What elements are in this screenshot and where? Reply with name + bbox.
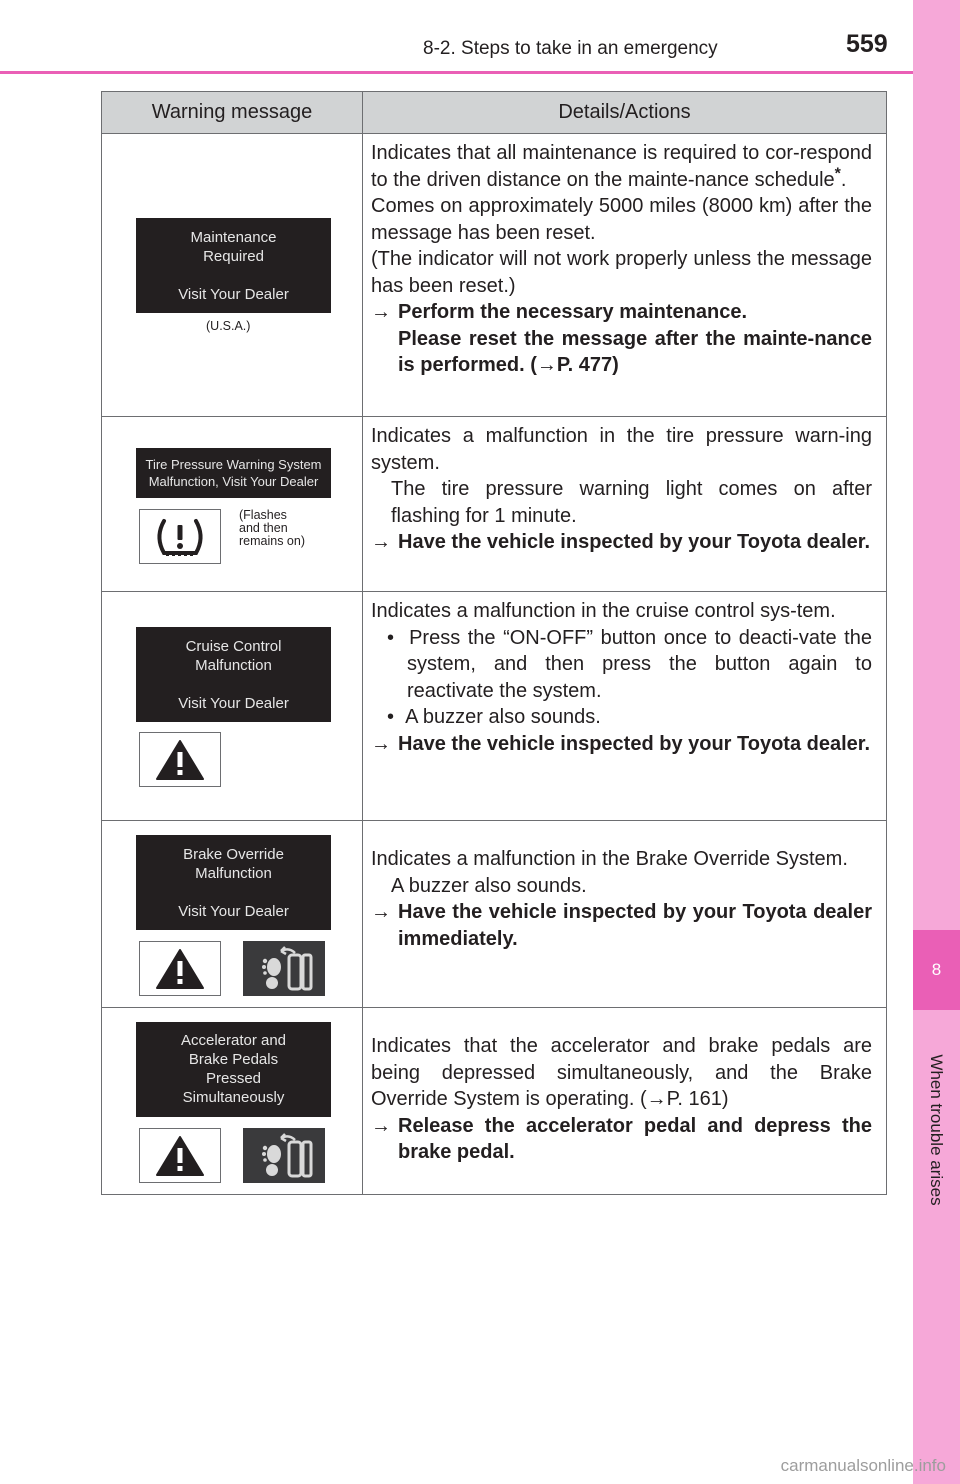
- maintenance-required-display: [136, 218, 331, 313]
- pedals-pressed-display: [136, 1022, 331, 1117]
- warning-message-table: [101, 91, 887, 1195]
- detail-text: Comes on approximately 5000 miles (8000 km) after the message has been reset.: [371, 195, 872, 244]
- master-warning-icon: [155, 947, 205, 991]
- chapter-side-tab: [913, 0, 960, 1484]
- display-line: Malfunction, Visit Your Dealer: [148, 474, 319, 489]
- display-line: Visit Your Dealer: [178, 695, 289, 712]
- brake-override-light: [243, 1128, 325, 1183]
- detail-subtext: A buzzer also sounds.: [391, 874, 587, 897]
- action-text: → Have the vehicle inspected by your Toyota dealer immediately.: [371, 901, 872, 950]
- tire-pressure-display: [136, 448, 331, 498]
- watermark: carmanualsonline.info: [780, 1456, 946, 1475]
- action-text: → Have the vehicle inspected by your Toyota dealer.: [371, 732, 871, 755]
- bullet-item: • A buzzer also sounds.: [387, 706, 601, 728]
- column-header-warning-message: Warning message: [102, 92, 363, 134]
- display-line: [136, 266, 331, 285]
- chapter-number: 8: [913, 930, 960, 1010]
- display-line: Accelerator and: [180, 1032, 287, 1049]
- brake-override-display: [136, 835, 331, 930]
- action-text: → Release the accelerator pedal and depress the brake pedal.: [371, 1114, 872, 1163]
- details-cell: [363, 1008, 887, 1195]
- detail-text: Indicates a malfunction in the Brake Override System.: [371, 848, 848, 870]
- details-cell: [363, 821, 887, 1008]
- bullet-item: • Press the “ON-OFF” button once to deacti-vate the system, and then press the button again to reactivate the system.: [387, 626, 872, 702]
- display-line: Malfunction: [195, 657, 272, 674]
- warning-message-cell: [102, 417, 363, 592]
- details-cell: [363, 417, 887, 592]
- master-warning-icon: [155, 738, 205, 782]
- master-warning-light: [139, 941, 221, 996]
- display-line: Brake Pedals: [188, 1051, 279, 1068]
- warning-message-cell: [102, 134, 363, 417]
- action-text: → Perform the necessary maintenance.: [371, 301, 748, 323]
- detail-text: Indicates a malfunction in the cruise control sys-tem.: [371, 600, 836, 622]
- column-header-details: Details/Actions: [363, 92, 887, 134]
- display-line: Pressed: [205, 1070, 262, 1087]
- action-text: Please reset the message after the mainte-nance is performed. (→P. 477): [398, 327, 872, 376]
- tire-pressure-light: [139, 509, 221, 564]
- display-line: Simultaneously: [182, 1089, 285, 1106]
- region-caption: (U.S.A.): [206, 319, 251, 333]
- cruise-control-display: [136, 627, 331, 722]
- flash-note: (Flashes and then remains on): [239, 508, 305, 548]
- details-cell: [363, 134, 887, 417]
- master-warning-light: [139, 1128, 221, 1183]
- table-header-row: [102, 92, 887, 134]
- table-row: [102, 1008, 887, 1195]
- page-number: 559: [846, 30, 888, 58]
- brake-override-light: [243, 941, 325, 996]
- details-cell: [363, 592, 887, 821]
- detail-text: Indicates that all maintenance is required to cor-respond to the driven distance on the mainte-nance schedule*.: [371, 142, 872, 191]
- master-warning-icon: [155, 1134, 205, 1178]
- warning-message-cell: [102, 592, 363, 821]
- brake-override-pedal-icon: [251, 1132, 317, 1180]
- action-text: → Have the vehicle inspected by your Toyota dealer.: [371, 531, 871, 553]
- section-heading: 8-2. Steps to take in an emergency: [423, 38, 718, 59]
- table-row: [102, 134, 887, 417]
- display-line: Visit Your Dealer: [178, 286, 289, 303]
- header-rule: [0, 71, 913, 74]
- table-row: [102, 592, 887, 821]
- display-line: Maintenance: [190, 229, 277, 246]
- display-line: Tire Pressure Warning System: [145, 457, 322, 472]
- detail-subtext: The tire pressure warning light comes on after flashing for 1 minute.: [391, 478, 872, 527]
- warning-message-cell: [102, 821, 363, 1008]
- display-line: [136, 883, 331, 902]
- detail-text: Indicates a malfunction in the tire pressure warn-ing system.: [371, 425, 872, 474]
- display-line: Malfunction: [195, 865, 272, 882]
- detail-text: Indicates that the accelerator and brake pedals are being depressed simultaneously, and the Brake Override System is operating. (→P. 161): [371, 1035, 872, 1110]
- tire-pressure-warning-icon: [150, 515, 210, 559]
- display-line: Brake Override: [183, 846, 284, 863]
- brake-override-pedal-icon: [251, 945, 317, 993]
- display-line: Required: [203, 248, 264, 265]
- master-warning-light: [139, 732, 221, 787]
- table-row: [102, 417, 887, 592]
- chapter-title: When trouble arises: [927, 1054, 946, 1206]
- display-line: Cruise Control: [185, 638, 282, 655]
- display-line: [136, 675, 331, 694]
- detail-text: (The indicator will not work properly unless the message has been reset.): [371, 248, 872, 297]
- table-row: [102, 821, 887, 1008]
- display-line: Visit Your Dealer: [178, 903, 289, 920]
- warning-message-cell: [102, 1008, 363, 1195]
